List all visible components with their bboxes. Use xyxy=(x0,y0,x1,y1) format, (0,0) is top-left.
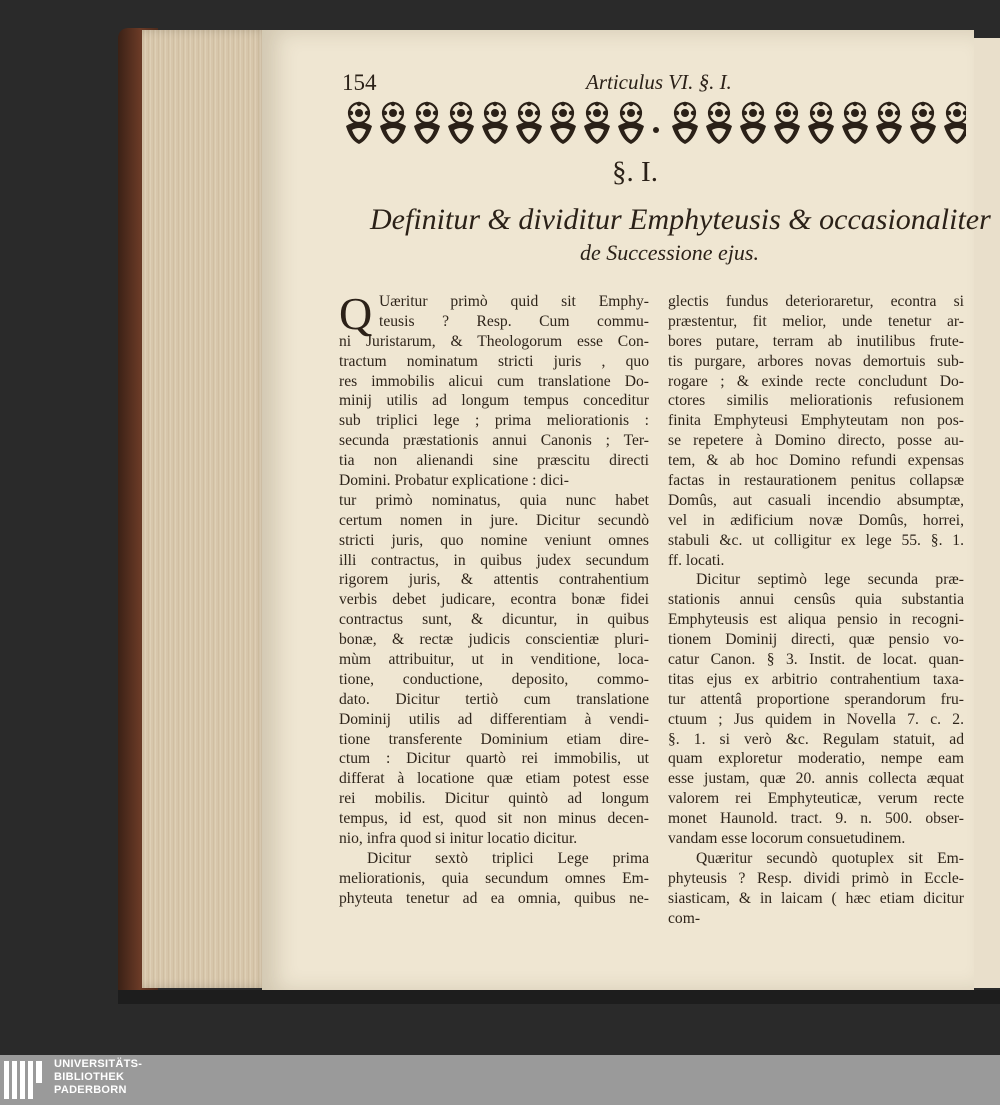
text-line: Dicitur sextò triplici Lege prima xyxy=(367,849,649,867)
text-line: tia non alienandi sine præscitu directi xyxy=(339,452,649,470)
library-footer-bar xyxy=(0,1055,1000,1105)
text-line: dato. Dicitur tertiò cum translatione xyxy=(339,690,649,708)
text-line: valorem rei Emphyteuticæ, verum recte xyxy=(668,790,964,808)
text-line: sub triplici lege ; prima meliorationis : xyxy=(339,412,649,430)
text-line: se repetere à Domino directo, posse au- xyxy=(668,432,964,450)
text-line: Domûs, aut casuali incendio absumptæ, xyxy=(668,491,964,509)
floral-ornament-icon xyxy=(342,100,966,146)
text-line: ctores similis meliorationis refusionem xyxy=(668,392,964,410)
text-line: factas in restaurationem penitus collapsæ xyxy=(668,472,964,490)
text-line: quam exploretur moderatio, nempe eam xyxy=(668,750,964,768)
page-number: 154 xyxy=(342,70,377,95)
drop-cap: Q xyxy=(339,288,373,339)
text-line: secunda præstationis annui Canonis ; Ter- xyxy=(339,432,649,450)
text-line: teusis ? Resp. Cum commu- xyxy=(379,312,649,330)
text-line: mùm attribuitur, ut in venditione, loca- xyxy=(339,651,649,669)
text-line: ni Juristarum, & Theologorum esse Con- xyxy=(339,332,649,350)
text-line: rigorem juris, & attentis contrahentium xyxy=(339,571,649,589)
text-line: siasticam, & in laicam ( hæc etiam dicitur xyxy=(668,889,964,907)
text-line: stricti juris, quo nomine veniunt omnes xyxy=(339,531,649,549)
text-line: rogare ; & exinde recte concludunt Do- xyxy=(668,372,964,390)
library-name xyxy=(54,1058,142,1097)
text-line: rei mobilis. Dicitur quintò ad longum xyxy=(339,790,649,808)
text-line: stabuli &c. ut colligitur ex lege 55. §. 1. xyxy=(668,531,964,549)
text-line: ctuum ; Jus quidem in Novella 7. c. 2. xyxy=(668,710,964,728)
text-line: vel in ædificium novæ Domûs, horrei, xyxy=(668,511,964,529)
text-line: Quæritur secundò quotuplex sit Em- xyxy=(696,849,964,867)
text-line: Dominij utilis ad differentiam à vendi- xyxy=(339,710,649,728)
running-head xyxy=(342,70,966,100)
text-line: titas ejus ex arbitrio contrahentium taxa- xyxy=(668,670,964,688)
text-line: bonæ, & rectæ judicis conscientiæ pluri- xyxy=(339,631,649,649)
text-line: com- xyxy=(668,909,701,927)
text-line: glectis fundus deterioraretur, econtra si xyxy=(668,293,964,310)
text-line: catur Canon. § 3. Instit. de locat. quan- xyxy=(668,651,964,669)
text-line: verbis debet judicare, econtra bonæ fidei xyxy=(339,591,649,609)
text-line: tione transferente Dominium etiam dire- xyxy=(339,730,649,748)
text-line: stationis annui censûs quia substantia xyxy=(668,591,964,609)
left-text-column xyxy=(339,288,649,909)
heading-line-1: Definitur & dividitur Emphyteusis & occasionaliter xyxy=(370,203,991,236)
text-line: monet Haunold. tract. 9. n. 500. obser- xyxy=(668,810,964,828)
text-line: ctum : Dicitur quartò rei immobilis, ut xyxy=(339,750,649,768)
text-line: tis purgare, arbores novas demortuis sub- xyxy=(668,352,964,370)
text-line: esse justam, quæ 20. annis collecta æquat xyxy=(668,770,964,788)
text-line: Emphyteusis est aliqua pensio in recogni- xyxy=(668,611,964,629)
right-text-column xyxy=(668,292,964,929)
text-line: tur attentâ proportione sperandorum fru- xyxy=(668,690,964,708)
text-line: certum nomen in jure. Dicitur secundò xyxy=(339,511,649,529)
library-name-line-1: UNIVERSITÄTS- xyxy=(54,1058,143,1070)
text-line: ff. locati. xyxy=(668,551,725,569)
text-line: minij utilis ad longum tempus conceditur xyxy=(339,392,649,410)
text-line: finita Emphyteusi Emphyteutam non pos- xyxy=(668,412,964,430)
text-line: bores putare, terram ab inutilibus frute- xyxy=(668,332,964,350)
text-line: tractum nominatum stricti juris , quo xyxy=(339,352,649,370)
library-name-line-3: PADERBORN xyxy=(54,1084,127,1096)
heading-line-2: de Successione ejus. xyxy=(580,240,759,265)
book-shadow xyxy=(118,990,1000,1004)
text-line: nio, infra quod si initur locatio dicitur. xyxy=(339,830,578,848)
ornamental-border xyxy=(342,100,966,146)
running-title: Articulus VI. §. I. xyxy=(586,70,732,94)
text-line: vandam esse locorum consuetudinem. xyxy=(668,830,906,848)
text-line: Domini. Probatur explicatione : dici- xyxy=(339,472,569,490)
text-line: Uæritur primò quid sit Emphy- xyxy=(379,293,649,310)
library-name-line-2: BIBLIOTHEK xyxy=(54,1071,125,1083)
text-line: phyteusis ? Resp. dividi primò in Eccle- xyxy=(668,869,964,887)
text-line: §. 1. si verò &c. Regulam statuit, ad xyxy=(668,730,964,748)
section-mark: §. I. xyxy=(612,156,658,188)
text-line: tempus, id est, quod sit non minus decen- xyxy=(339,810,649,828)
text-line: præstentur, fit melior, unde tenetur ar- xyxy=(668,312,964,330)
text-line: illi contractus, in quibus judex secundum xyxy=(339,551,649,569)
text-line: tem, & ab hoc Domino refundi expensas xyxy=(668,452,964,470)
text-line: differat à locatione quæ etiam potest esse xyxy=(339,770,649,788)
text-line: phyteuta tenetur ad ea omnia, quibus ne- xyxy=(339,889,649,907)
text-line: tionem Dominij directi, quæ pensio vo- xyxy=(668,631,964,649)
text-line: tione, conductione, deposito, commo- xyxy=(339,670,649,688)
text-line: Dicitur septimò lege secunda præ- xyxy=(696,571,964,589)
library-logo-icon xyxy=(4,1061,48,1099)
text-line: tur primò nominatus, quia nunc habet xyxy=(339,491,649,509)
text-line: res immobilis alicui cum translatione Do- xyxy=(339,372,649,390)
text-line: meliorationis, quia secundum omnes Em- xyxy=(339,869,649,887)
text-line: contractus sunt, & dicuntur, in quibus xyxy=(339,611,649,629)
